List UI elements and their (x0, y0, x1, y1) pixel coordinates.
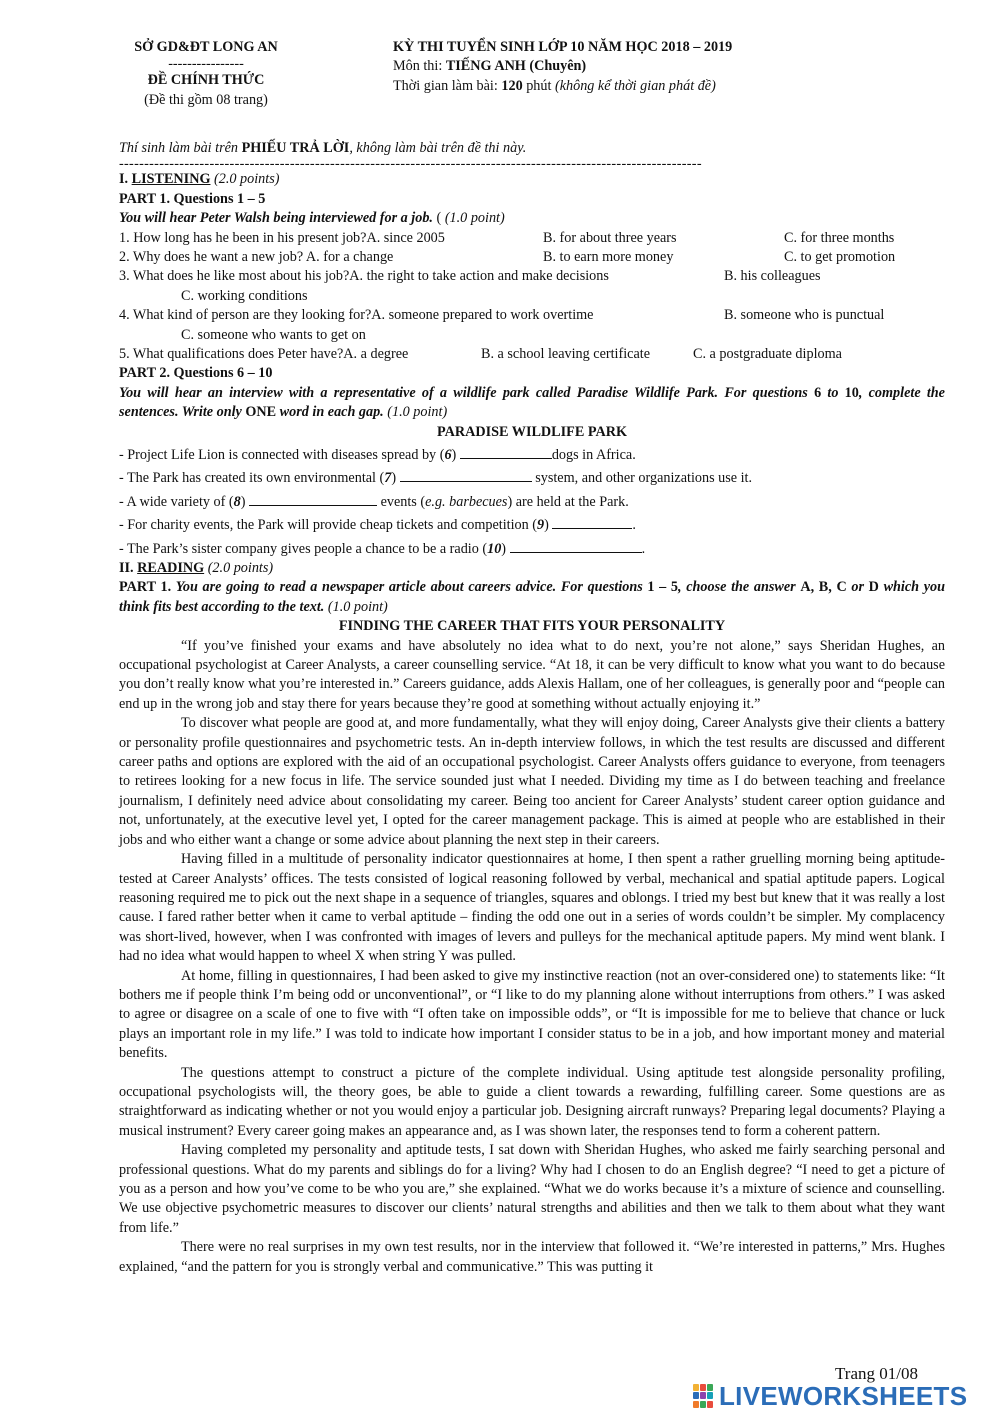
exam-header (119, 38, 945, 116)
header-right (393, 38, 732, 96)
answer-blank-7[interactable] (400, 468, 532, 482)
question-2: 2. Why does he want a new job? A. for a change B. to earn more money C. to get promotion (119, 249, 896, 266)
logo-tile (693, 1392, 699, 1399)
department-name: SỞ GD&ĐT LONG AN (134, 39, 278, 55)
header-left (119, 38, 293, 110)
question-3-option-c: C. working conditions (181, 287, 308, 304)
reading-part1-instruction: PART 1. You are going to read a newspaper article about careers advice. For questions 1 – 5, choose the answer A, B, C or D which you think fits best according to the text. (1.0 point) (119, 579, 946, 615)
gap-item-10: - The Park’s sister company gives people a chance to be a radio (10) . (119, 540, 646, 557)
gap-item-7: - The Park has created its own environmental (7) system, and other organizations use it. (119, 470, 753, 487)
article-title: FINDING THE CAREER THAT FITS YOUR PERSONALITY (338, 618, 726, 635)
listening-part2-instruction: You will hear an interview with a representative of a wildlife park called Paradise Wildlife Park. For questions 6 to 10, complete the sentences. Write only ONE word in each gap. (1.0 point) (119, 384, 945, 421)
time-value: 120 (501, 77, 523, 94)
official-label: ĐỀ CHÍNH THỨC (147, 72, 265, 89)
answer-sheet-instruction: Thí sinh làm bài trên PHIẾU TRẢ LỜI, không làm bài trên đề thi này. (119, 140, 527, 156)
listening-part1-instruction: You will hear Peter Walsh being interviewed for a job. ( (1.0 point) (119, 210, 505, 227)
subject-line: Môn thi: TIẾNG ANH (Chuyên) (393, 58, 587, 75)
question-4: 4. What kind of person are they looking for?A. someone prepared to work overtime B. someone who is punctual (119, 307, 885, 324)
article-paragraph: The questions attempt to construct a picture of the complete individual. Using aptitude test alongside personality profiling, occupational psychologists will, the theory goes, be able to guide a client towards a rewarding, fulfilling career. Some questions are as straightforward as indicating whether or not you would enjoy a particular job. Designing aircraft runways? Preparing legal documents? Playing a musical instrument? Every career going makes an appearance and, as I was shown later, the responses tend to form a coherent pattern. (119, 1064, 945, 1139)
gap-item-8: - A wide variety of (8) events (e.g. barbecues) are held at the Park. (119, 493, 629, 510)
question-5: 5. What qualifications does Peter have?A. a degree B. a school leaving certificate C. a postgraduate diploma (119, 345, 842, 362)
question-3: 3. What does he like most about his job?A. the right to take action and make decisions B. his colleagues (119, 268, 821, 285)
reading-heading: II. READING (2.0 points) (119, 560, 274, 577)
article-paragraph: To discover what people are good at, and more fundamentally, what they will enjoy doing, Career Analysts give their clients a battery or personality profile questionnaires and psychometric tests. An in-depth interview follows, in which the test results are discussed and different career paths and options are explored with the aid of an occupational psychologist. Career Analysts offers guidance to everyone, from teenagers to retirees looking for a new focus in life. The service sounded just what I needed. Dividing my time as I do between teaching and freelance journalism, I definitely need advice about consolidating my career. Being too ancient for Career Analysts’ student career option guidance and not, unfortunately, at the executive level yet, I opted for the career management package. This is aimed at people who are established in their jobs and who either want a change or some advice about planning the next step in their careers. (119, 715, 945, 848)
time-line: Thời gian làm bài: 120 phút (không kể thời gian phát đề) (393, 77, 716, 94)
answer-blank-8[interactable] (249, 492, 377, 506)
listening-heading: I. LISTENING (2.0 points) (119, 171, 280, 188)
listening-part2-heading: PART 2. Questions 6 – 10 (119, 365, 273, 382)
logo-tile (693, 1401, 699, 1408)
logo-tile (707, 1384, 713, 1391)
page-count-note: (Đề thi gồm 08 trang) (144, 91, 268, 108)
time-note: (không kể thời gian phát đề) (554, 77, 716, 94)
article-paragraph: There were no real surprises in my own test results, nor in the interview that followed it. “We’re interested in patterns,” Mrs. Hughes explained, “and the pattern for you is strongly verbal and communicative.” This was putting it (119, 1239, 945, 1275)
article-paragraph: Having completed my personality and aptitude tests, I sat down with Sheridan Hughes, who asked me fairly searching personal and professional questions. What do my parents and siblings do for a living? Why had I chosen to do an English degree? “I need to get a picture of you as a person and how you’ve come to be who you are,” she explained. “What we do works because it’s a mixture of science and counselling. We use objective psychometric measures to discover our clients’ natural strengths and abilities and then we talk to them about what they want from life.” (119, 1142, 945, 1236)
logo-tile (700, 1384, 706, 1391)
article-paragraph: At home, filling in questionnaires, I had been asked to give my instinctive reaction (not an over-considered one) to statements like: “It bothers me if people think I’m being odd or unconventional”, or “I like to do my planning alone without interruptions from others.” I was asked to agree or disagree on a scale of one to five with “I often take on impossible odds”, or “It is impossible for me to believe that chance or luck plays an important role in my life.” I was told to indicate how important I consider status to be in a job, and how important money and material benefits. (119, 967, 945, 1062)
page-number: Trang 01/08 (835, 1364, 918, 1383)
answer-blank-9[interactable] (552, 515, 632, 529)
article-paragraph: “If you’ve finished your exams and have absolutely no idea what to do next, you’re not alone,” says Sheridan Hughes, an occupational psychologist at Career Analysts, a career counselling service. “At 18, it can be very difficult to know what you want to do because you don’t really know what you’re interested in.” Careers guidance, adds Alexis Hallam, one of her colleagues, is generally poor and “people can end up in the wrong job and stay there for years because they’re good at something without actually enjoying it.” (119, 637, 945, 712)
logo-tile (693, 1384, 699, 1391)
question-4-option-c: C. someone who wants to get on (181, 326, 366, 343)
exam-title: KỲ THI TUYỂN SINH LỚP 10 NĂM HỌC 2018 – 2019 (393, 39, 733, 55)
logo-tile (707, 1392, 713, 1399)
exam-page (119, 38, 945, 1277)
subject-name: TIẾNG ANH (Chuyên) (445, 58, 587, 75)
article-paragraph: Having filled in a multitude of personality indicator questionnaires at home, I then spent a rather gruelling morning being aptitude-tested at Career Analysts’ offices. The tests consisted of logical reasoning followed by verbal, mechanical and spatial aptitude papers. Logical reasoning required me to pick out the next shape in a sequence of triangles, squares and oblongs. I tried my best but knew that it was really a lost cause. I fared rather better when it came to verbal aptitude – finding the odd one out in a series of words couldn’t be simpler. My complacency was short-lived, however, when I was confronted with images of levers and pulleys for the mechanical aptitude papers. My mind went blank. I had no idea what would happen to wheel X when string Y was pulled. (119, 851, 945, 965)
answer-blank-10[interactable] (510, 539, 642, 553)
logo-grid-icon (693, 1384, 715, 1408)
logo-tile (707, 1401, 713, 1408)
divider: -------------------------------------------------------------------------------------------------------------------- (119, 158, 702, 171)
answer-blank-6[interactable] (460, 445, 552, 459)
question-1: 1. How long has he been in his present job?A. since 2005 B. for about three years C. for three months (119, 229, 895, 246)
gap-item-6: - Project Life Lion is connected with diseases spread by (6) dogs in Africa. (119, 446, 636, 463)
listening-part1-heading: PART 1. Questions 1 – 5 (119, 190, 266, 207)
logo-text: LIVEWORKSHEETS (719, 1381, 968, 1411)
liveworksheets-logo[interactable] (693, 1382, 967, 1410)
header-dashes: ---------------- (168, 56, 244, 73)
logo-tile (700, 1392, 706, 1399)
gap-item-9: - For charity events, the Park will provide cheap tickets and competition (9) . (119, 517, 636, 534)
logo-tile (700, 1401, 706, 1408)
paradise-title: PARADISE WILDLIFE PARK (437, 423, 627, 440)
